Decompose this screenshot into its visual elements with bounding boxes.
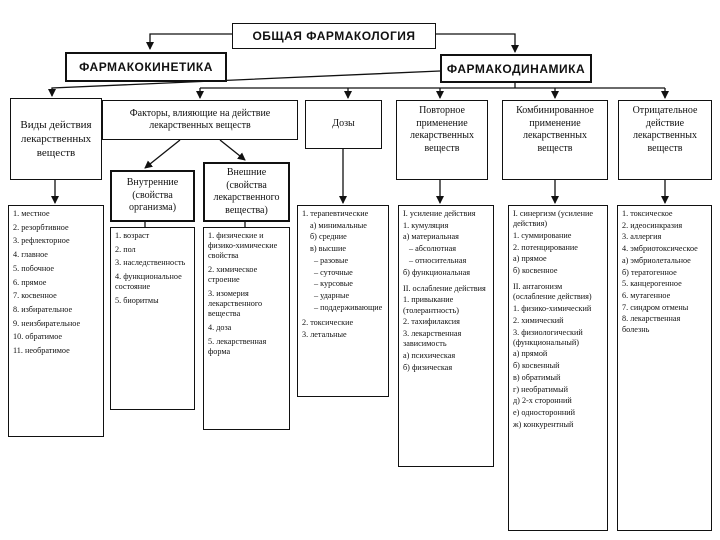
list-item: – ударные	[314, 290, 350, 300]
list-item: 2. идеосинкразия	[622, 220, 683, 230]
category-combined-use: Комбинированное применение лекарственных веществ	[502, 100, 608, 180]
list-external-factors	[203, 227, 290, 430]
list-negative-action	[617, 205, 712, 531]
list-item: 1. местное	[13, 209, 50, 218]
list-item: б) функциональная	[403, 267, 471, 277]
list-item: 4. главное	[13, 250, 48, 260]
list-item: 8. лекарственная болезнь	[622, 314, 681, 334]
list-item: е) односторонний	[513, 407, 576, 417]
category-negative-action: Отрицательное действие лекарственных веществ	[618, 100, 712, 180]
list-item: 1. кумуляция	[403, 220, 449, 230]
list-item: 3. физиологический (функциональный)	[513, 327, 583, 347]
list-item: 10. обратимое	[13, 332, 63, 342]
list-item: I. усиление действия	[403, 209, 476, 218]
list-item: 1. привыкание (толерантность)	[403, 295, 459, 315]
list-item: II. ослабление действия	[403, 283, 486, 293]
list-item: 4. эмбриотоксическое	[622, 244, 698, 254]
list-item: в) высшие	[310, 244, 346, 254]
external-factors-heading: Внешние (свойства лекарственного вещества)	[203, 162, 290, 222]
list-item: 7. косвенное	[13, 291, 57, 301]
list-item: II. антагонизм (ослабление действия)	[513, 282, 592, 302]
list-item: 8. избирательное	[13, 304, 73, 314]
category-action-types: Виды действия лекарственных веществ	[10, 98, 102, 180]
list-item: 5. биоритмы	[115, 296, 159, 306]
list-item: 11. необратимое	[13, 346, 70, 356]
category-repeated-use: Повторное применение лекарственных веществ	[396, 100, 488, 180]
arrow-root-to-kinetics	[150, 34, 232, 49]
list-doses	[297, 205, 389, 397]
list-item: 3. летальные	[302, 329, 347, 339]
list-item: 4. функциональное состояние	[115, 272, 182, 292]
list-item: б) косвенный	[513, 361, 560, 371]
list-item: 3. наследственность	[115, 258, 186, 268]
list-item: 4. доза	[208, 323, 232, 333]
list-action-types	[8, 205, 104, 437]
arrow-root-to-dynamics	[436, 34, 515, 52]
arrow-to-external	[220, 140, 245, 160]
list-item: 6. мутагенное	[622, 290, 671, 300]
list-item: – разовые	[314, 255, 349, 265]
list-item: 3. лекарственная зависимость	[403, 329, 462, 349]
list-item: 2. резорбтивное	[13, 222, 69, 232]
list-item: 3. аллергия	[622, 232, 662, 242]
list-item: 5. побочное	[13, 263, 55, 273]
category-doses: Дозы	[305, 100, 382, 149]
list-item: 2. токсические	[302, 317, 354, 327]
list-item: а) прямой	[513, 349, 548, 359]
list-item: 1. возраст	[115, 231, 150, 240]
list-item: 1. физические и физико-химические свойства	[208, 231, 278, 261]
list-item: 1. терапевтические	[302, 209, 369, 218]
list-item: 2. потенцирование	[513, 242, 578, 252]
root-title: ОБЩАЯ ФАРМАКОЛОГИЯ	[232, 23, 436, 49]
list-item: г) необратимый	[513, 384, 568, 394]
list-item: 2. тахифилаксия	[403, 317, 460, 327]
list-item: 1. физико-химический	[513, 304, 592, 314]
list-item: б) физическая	[403, 362, 453, 372]
list-item: б) косвенное	[513, 266, 558, 276]
list-item: ж) конкурентный	[513, 419, 574, 429]
list-item: д) 2-х сторонний	[513, 396, 572, 406]
list-item: – курсовые	[314, 279, 353, 289]
list-item: 5. канцерогенное	[622, 279, 682, 289]
pharmacokinetics-heading: ФАРМАКОКИНЕТИКА	[65, 52, 227, 82]
list-internal-factors	[110, 227, 195, 410]
list-item: а) материальная	[403, 232, 459, 242]
list-item: 2. химическое строение	[208, 265, 258, 285]
list-item: 5. лекарственная форма	[208, 336, 267, 357]
list-item: 2. пол	[115, 244, 136, 254]
list-item: 9. неизбирательное	[13, 318, 81, 328]
list-item: – поддерживающие	[314, 302, 383, 312]
list-item: I. синергизм (усиление действия)	[513, 209, 593, 229]
list-item: б) средние	[310, 232, 347, 242]
list-item: а) эмбриолетальное	[622, 255, 691, 265]
pharmacodynamics-heading: ФАРМАКОДИНАМИКА	[440, 54, 592, 83]
list-item: – абсолютная	[409, 244, 457, 254]
list-repeated-use	[398, 205, 494, 467]
list-item: 2. химический	[513, 315, 564, 325]
list-item: 3. изомерия лекарственного вещества	[208, 289, 263, 319]
list-item: в) обратимый	[513, 372, 561, 382]
list-item: 1. токсическое	[622, 209, 673, 218]
list-item: б) тератогенное	[622, 267, 677, 277]
list-combined-use	[508, 205, 608, 531]
list-item: – относительная	[409, 255, 467, 265]
internal-factors-heading: Внутренние (свойства организма)	[110, 170, 195, 222]
category-factors: Факторы, влияющие на действие лекарственных веществ	[102, 100, 298, 140]
list-item: а) психическая	[403, 350, 456, 360]
list-item: 3. рефлекторное	[13, 236, 70, 246]
list-item: – суточные	[314, 267, 353, 277]
arrow-to-internal	[145, 140, 180, 168]
list-item: а) минимальные	[310, 220, 367, 230]
list-item: а) прямое	[513, 254, 547, 264]
list-item: 6. прямое	[13, 277, 47, 287]
list-item: 1. суммирование	[513, 230, 572, 240]
list-item: 7. синдром отмены	[622, 302, 689, 312]
